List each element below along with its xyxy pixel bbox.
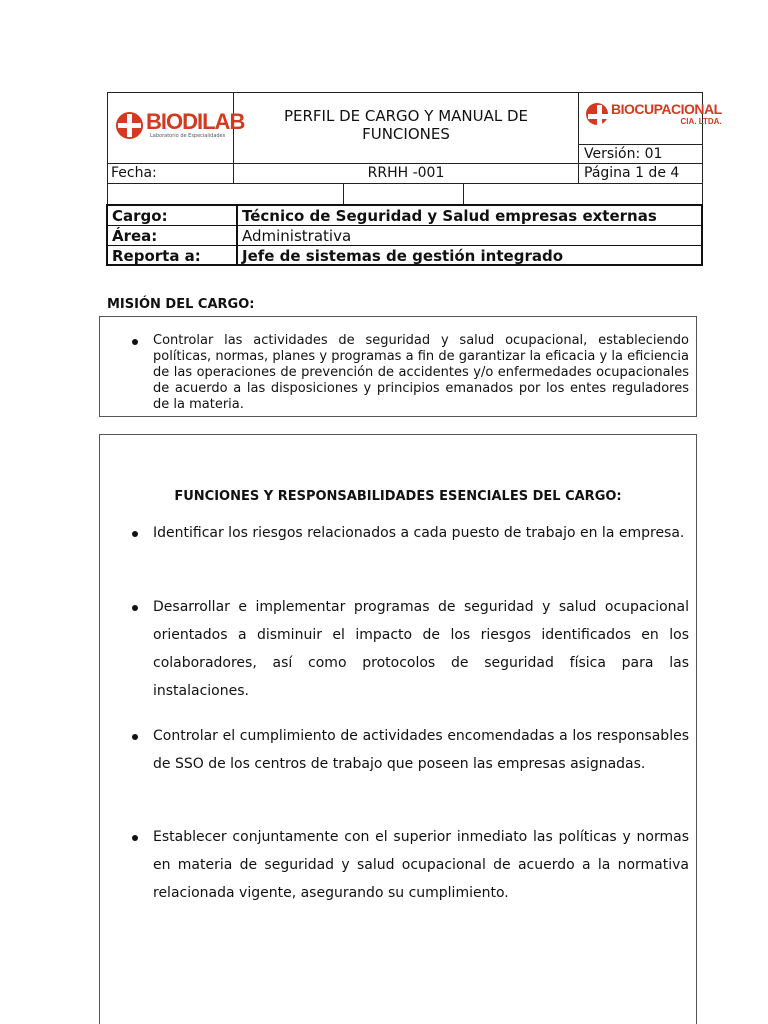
biodilab-logo-name: BIODILAB <box>146 109 245 134</box>
fecha-label: Fecha: <box>111 165 157 181</box>
mision-box <box>99 316 697 417</box>
funcion-item: Establecer conjuntamente con el superior inmediato las políticas y normas en materia de seguridad y salud ocupacional de acuerdo a la normativa relacionada vigente, asegurando su cumplimiento. <box>153 829 689 901</box>
document-header-table <box>107 92 722 184</box>
mision-text: Controlar las actividades de seguridad y salud ocupacional, estableciendo políticas, normas, planes y programas a fin de garantizar la eficacia y la eficiencia de las operaciones de prevención de accidentes y/o enfermedades ocupacionales de acuerdo a las disposiciones y principios emanados por los entes reguladores de la materia. <box>153 333 689 412</box>
document-title: PERFIL DE CARGO Y MANUAL DE FUNCIONES <box>283 107 529 143</box>
biocupacional-logo-name: BIOCUPACIONAL <box>611 101 722 117</box>
biocupacional-logo-sub: CIA. LTDA. <box>680 117 722 126</box>
bullet-icon <box>132 339 138 345</box>
funcion-item: Controlar el cumplimiento de actividades encomendadas a los responsables de SSO de los centros de trabajo que poseen las empresas asignadas. <box>153 728 689 772</box>
funcion-item: Identificar los riesgos relacionados a cada puesto de trabajo en la empresa. <box>153 525 685 541</box>
version-label: Versión: 01 <box>584 146 663 162</box>
biodilab-logo <box>116 111 244 139</box>
biocupacional-logo <box>586 102 722 126</box>
funciones-box <box>99 434 697 1024</box>
bullet-icon <box>132 734 138 740</box>
area-label: Área: <box>112 227 158 245</box>
reporta-value: Jefe de sistemas de gestión integrado <box>242 247 564 265</box>
bullet-icon <box>132 605 138 611</box>
page-indicator: Página 1 de 4 <box>584 165 680 181</box>
area-value: Administrativa <box>242 227 352 245</box>
biodilab-logo-icon <box>116 112 143 139</box>
reporta-label: Reporta a: <box>112 247 201 265</box>
document-code: RRHH -001 <box>367 165 445 181</box>
bullet-icon <box>132 835 138 841</box>
funcion-item: Desarrollar e implementar programas de seguridad y salud ocupacional orientados a disminuir el impacto de los riesgos identificados en los colaboradores, así como protocolos de seguridad física para las instalaciones. <box>153 599 689 699</box>
biodilab-logo-tagline: Laboratorio de Especialidades <box>150 133 226 139</box>
biocupacional-logo-icon <box>586 103 608 125</box>
cargo-label: Cargo: <box>112 207 168 225</box>
cargo-value: Técnico de Seguridad y Salud empresas externas <box>242 207 657 225</box>
bullet-icon <box>132 531 138 537</box>
funciones-title: FUNCIONES Y RESPONSABILIDADES ESENCIALES DEL CARGO: <box>174 489 622 504</box>
job-info-table <box>106 204 703 266</box>
mision-title: MISIÓN DEL CARGO: <box>107 297 255 312</box>
